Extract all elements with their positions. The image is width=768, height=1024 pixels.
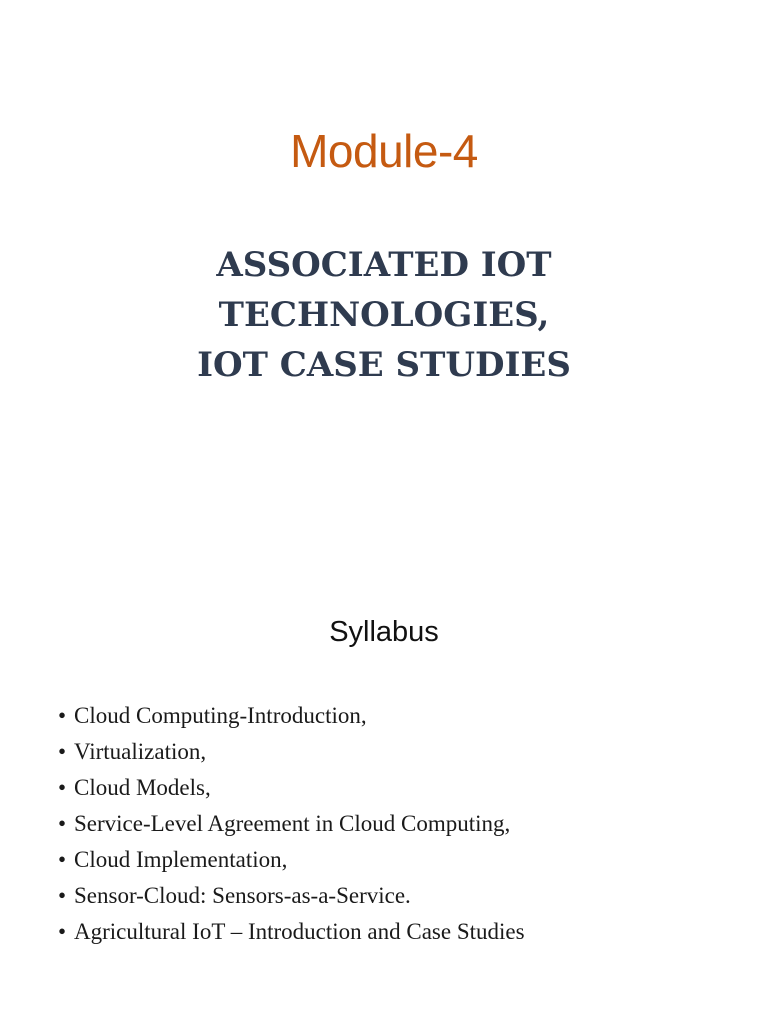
bullet-icon: • [58,847,67,872]
list-item [58,878,525,914]
list-item [58,806,525,842]
bullet-icon: • [58,703,67,728]
bullet-icon: • [58,919,67,944]
list-item [58,914,525,950]
subtitle-line: ASSOCIATED IOT [216,245,552,285]
list-item-text: Virtualization, [74,739,207,764]
list-item-text: Cloud Models, [74,775,211,800]
list-item-text: Agricultural IoT – Introduction and Case Studies [74,919,525,944]
bullet-icon: • [58,811,67,836]
list-item-text: Sensor-Cloud: Sensors-as-a-Service. [74,883,411,908]
module-subtitle [0,240,768,390]
bullet-icon: • [58,739,67,764]
list-item-text: Cloud Implementation, [74,847,288,872]
list-item [58,734,525,770]
bullet-icon: • [58,775,67,800]
subtitle-line: TECHNOLOGIES, [218,295,550,335]
syllabus-slide [0,512,768,1024]
list-item [58,842,525,878]
list-item-text: Cloud Computing-Introduction, [74,703,367,728]
module-title: Module-4 [290,125,478,177]
syllabus-title: Syllabus [329,616,439,648]
subtitle-line: IOT CASE STUDIES [197,345,571,385]
list-item [58,698,525,734]
list-item-text: Service-Level Agreement in Cloud Computing, [74,811,511,836]
syllabus-list [58,698,525,950]
bullet-icon: • [58,883,67,908]
list-item [58,770,525,806]
